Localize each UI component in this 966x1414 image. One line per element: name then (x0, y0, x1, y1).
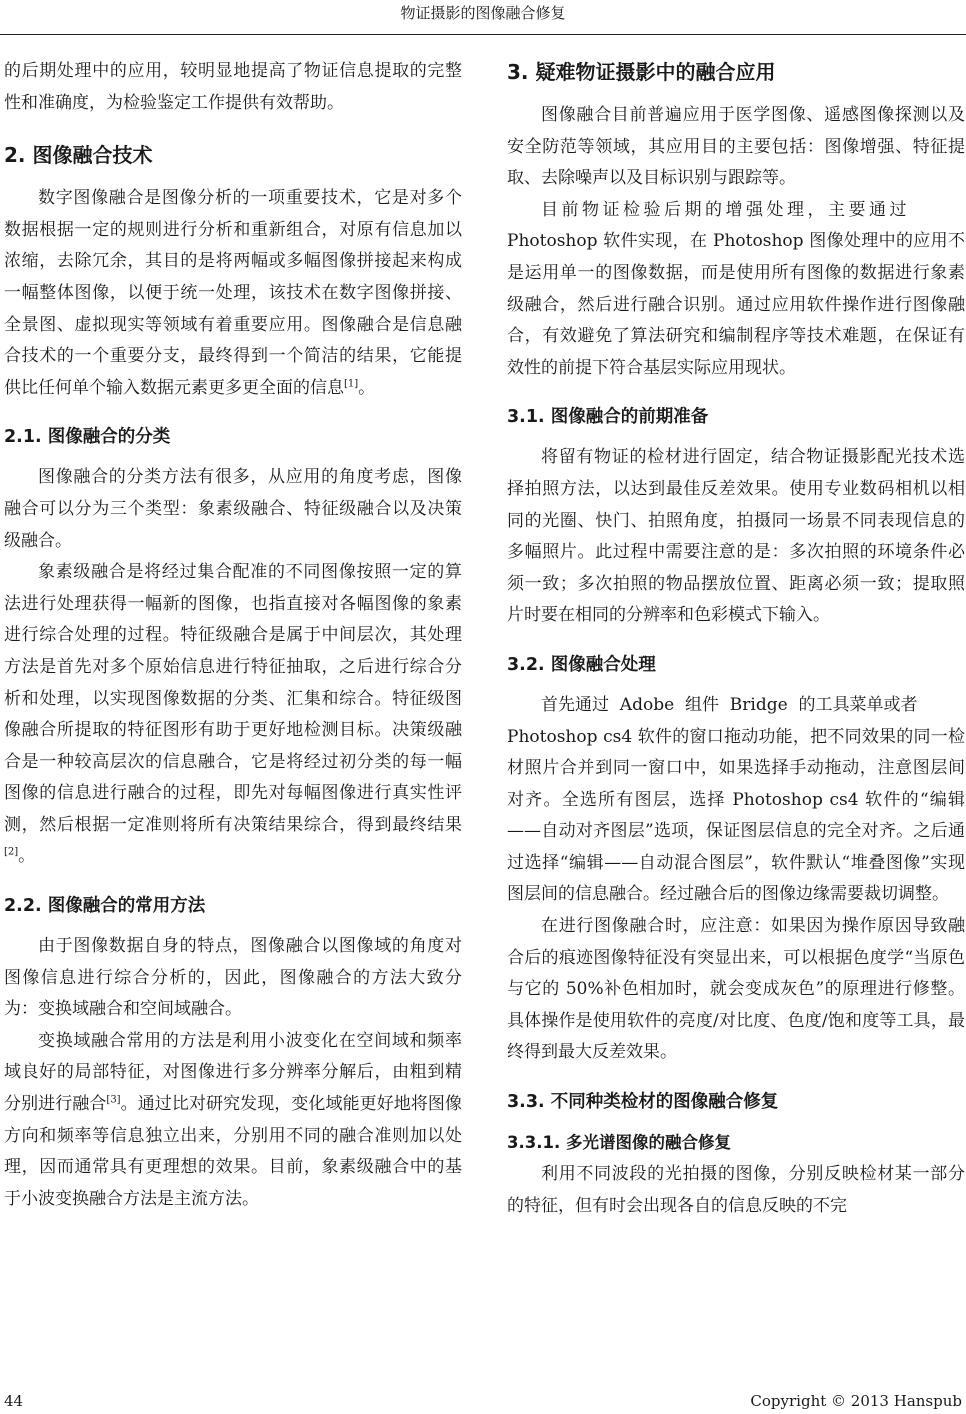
paragraph: 由于图像数据自身的特点，图像融合以图像域的角度对图像信息进行综合分析的，因此，图像融合的方法大致分为：变换域融合和空间域融合。 (4, 936, 462, 1020)
paragraph-line: 目前物证检验后期的增强处理，主要通过 (541, 199, 910, 220)
right-column (507, 56, 965, 1222)
paragraph-line: 首先通过 Adobe 组件 Bridge 的工具菜单或者 (541, 694, 918, 715)
paragraph-end: 。 (18, 846, 36, 867)
paragraph-text: 象素级融合是将经过集合配准的不同图像按照一定的算法进行处理获得一幅新的图像，也指直接对各幅图像的象素进行综合处理的过程。特征级融合是属于中间层次，其处理方法是首先对多个原始信息进行特征抽取，之后进行综合分析和处理，以实现图像数据的分类、汇集和综合。特征级图像融合所提取的特征图形有助于更好地检测目标。决策级融合是一种较高层次的信息融合，它是将经过初分类的每一幅图像的信息进行融合的过程，即先对每幅图像进行真实性评测，然后根据一定准则将所有决策结果综合，得到最终结果 (4, 562, 462, 835)
subsection-heading: 2.1. 图像融合的分类 (4, 427, 171, 448)
copyright-notice: Copyright © 2013 Hanspub (750, 1392, 962, 1410)
paragraph-text: 变换域融合常用的方法是利用小波变化在空间域和频率域良好的局部特征，对图像进行多分辨率分解后，由粗到精分别进行融合 (4, 1030, 462, 1115)
paragraph-end: 。 (358, 377, 376, 398)
paragraph (4, 1026, 462, 1216)
citation-ref[interactable]: [2] (4, 846, 19, 858)
page-number: 44 (4, 1392, 24, 1410)
paragraph: 在进行图像融合时，应注意：如果因为操作原因导致融合后的痕迹图像特征没有突显出来，可以根据色度学“当原色与它的 50%补色相加时，就会变成灰色”的原理进行修整。具体操作是使用软件的亮度/对比度、色度/饱和度等工具，最终得到最大反差效果。 (507, 916, 965, 1063)
paragraph-text: 数字图像融合是图像分析的一项重要技术，它是对多个数据根据一定的规则进行分析和重新组合，对原有信息加以浓缩，去除冗余，其目的是将两幅或多幅图像拼接起来构成一幅整体图像，以便于统一处理，该技术在数字图像拼接、全景图、虚拟现实等领域有着重要应用。图像融合是信息融合技术的一个重要分支，最终得到一个简洁的结果，它能提供比任何单个输入数据元素更多更全面的信息 (4, 188, 462, 398)
paragraph: 图像融合的分类方法有很多，从应用的角度考虑，图像融合可以分为三个类型：象素级融合、特征级融合以及决策级融合。 (4, 467, 462, 551)
paragraph (4, 183, 462, 404)
paragraph: 的后期处理中的应用，较明显地提高了物证信息提取的完整性和准确度，为检验鉴定工作提供有效帮助。 (4, 61, 462, 113)
citation-ref[interactable]: [3] (106, 1094, 121, 1106)
running-title: 物证摄影的图像融合修复 (400, 4, 566, 22)
subsubsection-heading: 3.3.1. 多光谱图像的融合修复 (507, 1133, 731, 1153)
left-column (4, 56, 462, 1215)
paragraph: Photoshop 软件实现，在 Photoshop 图像处理中的应用不是运用单一的图像数据，而是使用所有图像的数据进行象素级融合，然后进行融合识别。通过应用软件操作进行图像融合，有效避免了算法研究和编制程序等技术难题，在保证有效性的前提下符合基层实际应用现状。 (507, 231, 965, 378)
paragraph: 将留有物证的检材进行固定，结合物证摄影配光技术选择拍照方法，以达到最佳反差效果。使用专业数码相机以相同的光圈、快门、拍照角度，拍摄同一场景不同表现信息的多幅照片。此过程中需要注意的是：多次拍照的环境条件必须一致；多次拍照的物品摆放位置、距离必须一致；提取照片时要在相同的分辨率和色彩模式下输入。 (507, 447, 965, 626)
paragraph-text: 。通过比对研究发现，变化域能更好地将图像方向和频率等信息独立出来，分别用不同的融合准则加以处理，因而通常具有更理想的效果。目前，象素级融合中的基于小波变换融合方法是主流方法。 (4, 1094, 462, 1209)
citation-ref[interactable]: [1] (344, 378, 359, 390)
paragraph: 利用不同波段的光拍摄的图像，分别反映检材某一部分的特征，但有时会出现各自的信息反映的不完 (507, 1164, 965, 1216)
paragraph: Photoshop cs4 软件的窗口拖动功能，把不同效果的同一检材照片合并到同一窗口中，如果选择手动拖动，注意图层间对齐。全选所有图层，选择 Photoshop cs4 软件的“编辑——自动对齐图层”选项，保证图层信息的完全对齐。之后通过选择“编辑——自动混合图层”，软件默认“堆叠图像”实现图层间的信息融合。经过融合后的图像边缘需要裁切调整。 (507, 726, 965, 905)
subsection-heading: 3.3. 不同种类检材的图像融合修复 (507, 1092, 779, 1113)
subsection-heading: 3.1. 图像融合的前期准备 (507, 407, 709, 428)
subsection-heading: 2.2. 图像融合的常用方法 (4, 896, 206, 917)
subsection-heading: 3.2. 图像融合处理 (507, 654, 656, 675)
paragraph (4, 557, 462, 873)
section-heading: 2. 图像融合技术 (4, 143, 153, 168)
running-head (0, 0, 966, 35)
section-heading: 3. 疑难物证摄影中的融合应用 (507, 60, 776, 84)
paragraph: 图像融合目前普遍应用于医学图像、遥感图像探测以及安全防范等领域，其应用目的主要包括：图像增强、特征提取、去除噪声以及目标识别与跟踪等。 (507, 105, 965, 189)
